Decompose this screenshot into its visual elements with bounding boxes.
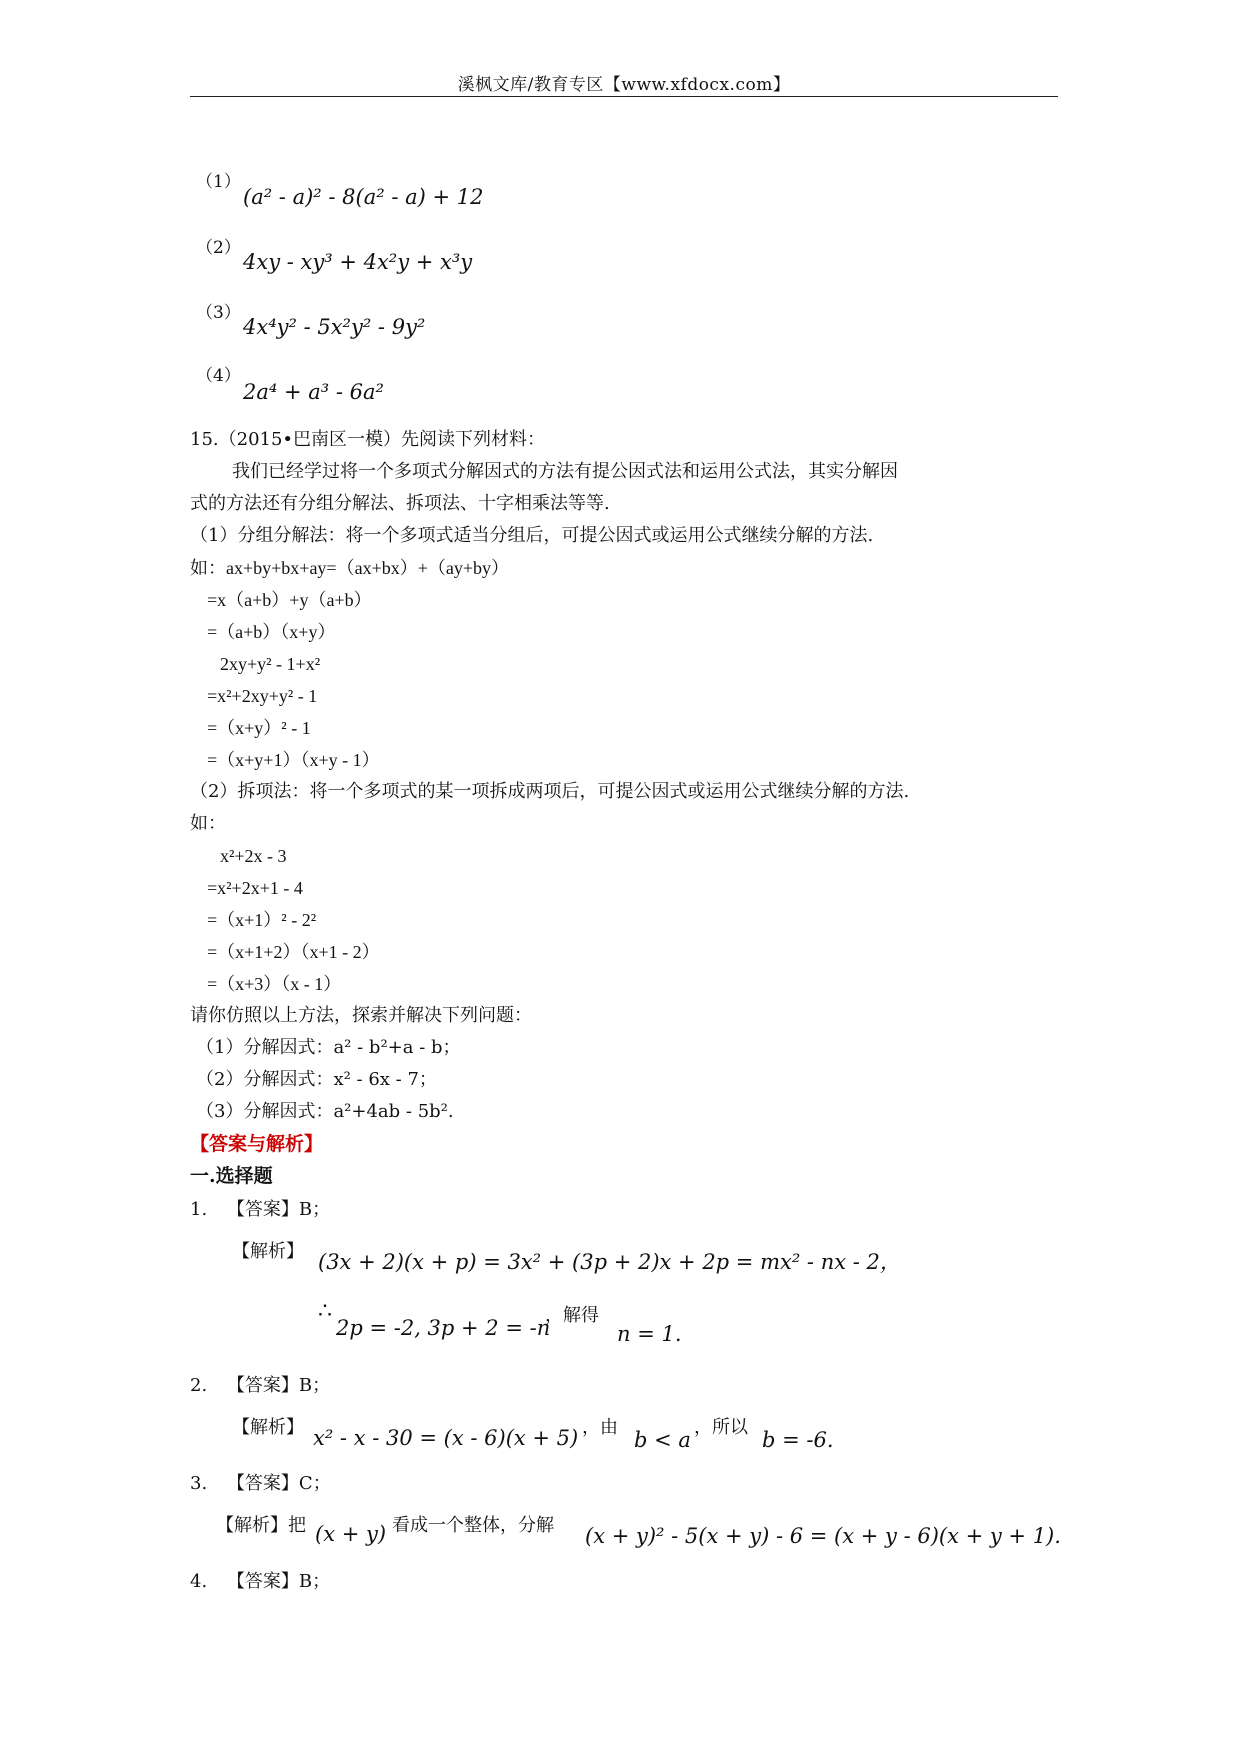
ex14-expr-4: 2a⁴ + a³ - 6a² <box>243 380 384 404</box>
answers-heading: 【答案与解析】 <box>190 1133 324 1155</box>
answer-2-analysis-label: 【解析】 <box>232 1417 304 1438</box>
answer-2-analysis-line1b: ，由 <box>582 1417 618 1438</box>
answer-1-analysis-line2b: ，解得 <box>545 1305 599 1326</box>
q15-method1: （1）分组分解法：将一个多项式适当分组后，可提公因式或运用公式继续分解的方法. <box>190 525 874 546</box>
answer-4-answer: 【答案】B； <box>226 1571 331 1592</box>
q15-eg1-step-5: =（x+y）² - 1 <box>207 718 311 738</box>
ex14-label-4: （4） <box>196 366 241 386</box>
answer-2-analysis-line1c: b < a <box>634 1428 691 1452</box>
answer-1-analysis-line2c: n = 1. <box>617 1322 682 1346</box>
answer-4-number: 4. <box>190 1571 208 1592</box>
answer-3-answer: 【答案】C； <box>226 1473 331 1494</box>
q15-eg2-label: 如： <box>190 813 226 834</box>
answer-2-analysis-line1a: x² - x - 30 = (x - 6)(x + 5) <box>313 1426 579 1450</box>
answer-1-number: 1. <box>190 1199 208 1220</box>
ex14-label-3: （3） <box>196 303 241 323</box>
q15-eg1-step-4: =x²+2xy+y² - 1 <box>207 686 318 706</box>
answer-2-answer: 【答案】B； <box>226 1375 331 1396</box>
q15-task-3: （3）分解因式：a²+4ab - 5b². <box>196 1101 454 1122</box>
q15-eg1-step-2: =（a+b）（x+y） <box>207 622 336 642</box>
answer-3-analysis-line1b: 看成一个整体，分解 <box>392 1515 554 1536</box>
answer-3-analysis-line1c: (x + y)² - 5(x + y) - 6 = (x + y - 6)(x + y + 1). <box>585 1524 1061 1548</box>
q15-eg2-step-4: =（x+1+2）（x+1 - 2） <box>207 942 380 962</box>
q15-task-1: （1）分解因式：a² - b²+a - b； <box>196 1037 461 1058</box>
answer-3-analysis-line1a: (x + y) <box>315 1522 387 1546</box>
answer-1-analysis-label: 【解析】 <box>232 1241 304 1262</box>
q15-eg1-step-3: 2xy+y² - 1+x² <box>220 654 321 674</box>
answer-2-analysis-line1d: ，所以 <box>694 1417 748 1438</box>
answers-section-title: 一.选择题 <box>190 1165 273 1187</box>
header-divider <box>190 96 1058 97</box>
q15-task-2: （2）分解因式：x² - 6x - 7； <box>196 1069 437 1090</box>
q15-eg1-first-expr: ax+by+bx+ay=（ax+bx）+（ay+by） <box>226 558 510 578</box>
ex14-expr-2: 4xy - xy³ + 4x²y + x³y <box>243 250 473 274</box>
ex14-expr-1: (a² - a)² - 8(a² - a) + 12 <box>243 185 484 209</box>
q15-eg1-step-1: =x（a+b）+y（a+b） <box>207 590 372 610</box>
q15-ask: 请你仿照以上方法，探索并解决下列问题： <box>190 1005 532 1026</box>
answer-4-row <box>190 1570 330 1594</box>
ex14-expr-3: 4x⁴y² - 5x²y² - 9y² <box>243 315 426 339</box>
answer-1-analysis-line1: (3x + 2)(x + p) = 3x² + (3p + 2)x + 2p = mx² - nx - 2， <box>318 1250 901 1274</box>
answer-1-row <box>190 1198 330 1222</box>
therefore-symbol: ∴ <box>318 1299 332 1324</box>
answer-3-analysis-label: 【解析】把 <box>216 1515 306 1536</box>
q15-title: 15.（2015•巴南区一模）先阅读下列材料： <box>190 429 546 450</box>
q15-eg2-step-5: =（x+3）（x - 1） <box>207 974 342 994</box>
answer-2-number: 2. <box>190 1375 208 1396</box>
answer-3-number: 3. <box>190 1473 208 1494</box>
q15-eg2-step-3: =（x+1）² - 2² <box>207 910 317 930</box>
answer-2-analysis-line1e: b = -6. <box>762 1428 834 1452</box>
answer-1-analysis-line2a: 2p = -2, 3p + 2 = -n <box>336 1316 551 1340</box>
ex14-label-1: （1） <box>196 172 241 192</box>
answer-2-row <box>190 1374 330 1398</box>
q15-intro-line2: 式的方法还有分组分解法、拆项法、十字相乘法等等. <box>190 493 610 514</box>
q15-eg1-label: 如： <box>190 558 226 578</box>
q15-eg2-step-2: =x²+2x+1 - 4 <box>207 878 303 898</box>
q15-eg1-first <box>190 556 509 580</box>
q15-method2: （2）拆项法：将一个多项式的某一项拆成两项后，可提公因式或运用公式继续分解的方法. <box>190 781 910 802</box>
q15-eg2-step-1: x²+2x - 3 <box>220 846 287 866</box>
q15-intro-line1: 我们已经学过将一个多项式分解因式的方法有提公因式法和运用公式法，其实分解因 <box>232 461 898 482</box>
answer-1-answer: 【答案】B； <box>226 1199 331 1220</box>
answer-3-row <box>190 1472 331 1496</box>
page-header: 溪枫文库/教育专区【www.xfdocx.com】 <box>457 75 791 95</box>
ex14-label-2: （2） <box>196 238 241 258</box>
q15-eg1-step-6: =（x+y+1）（x+y - 1） <box>207 750 380 770</box>
